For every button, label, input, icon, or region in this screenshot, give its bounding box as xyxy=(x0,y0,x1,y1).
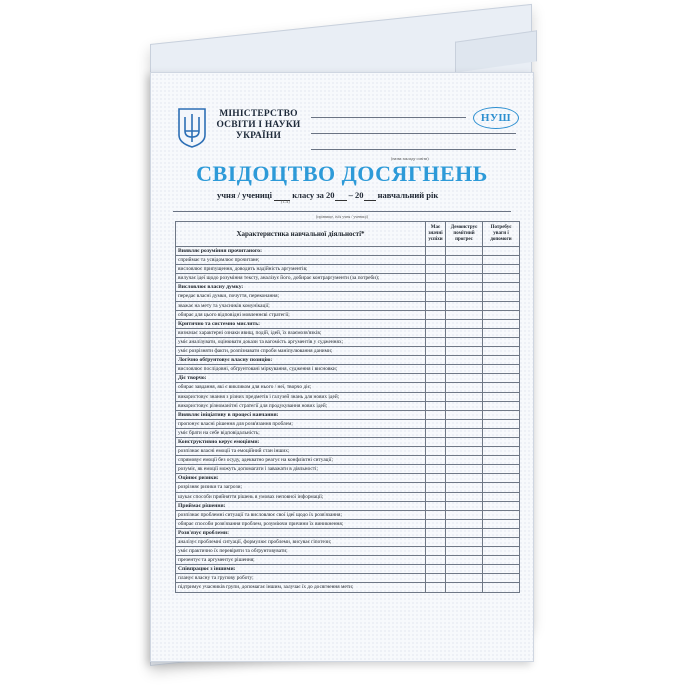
mark-needs-help-cell[interactable] xyxy=(483,437,520,446)
table-row xyxy=(176,337,520,346)
school-line-3 xyxy=(311,149,516,150)
mark-notable-progress-cell[interactable] xyxy=(446,356,483,365)
ministry-line-3: УКРАЇНИ xyxy=(235,131,282,141)
header-significant-success: Має значні успіхи xyxy=(426,222,446,247)
table-row xyxy=(176,383,520,392)
year-end-blank xyxy=(364,190,376,201)
mark-significant-success-cell[interactable] xyxy=(426,401,446,410)
table-section-row xyxy=(176,474,520,483)
criterion-text: обирає завдання, які є викликом для нього / неї, творчо діє; xyxy=(176,383,426,392)
mark-needs-help-cell[interactable] xyxy=(483,265,520,274)
mark-significant-success-cell[interactable] xyxy=(426,501,446,510)
criterion-text: розпізнає власні емоції та емоційний стан інших; xyxy=(176,447,426,456)
mark-notable-progress-cell[interactable] xyxy=(446,538,483,547)
school-line-2 xyxy=(311,133,516,134)
mark-notable-progress-cell[interactable] xyxy=(446,447,483,456)
table-section-row xyxy=(176,356,520,365)
school-year-label: навчальний рік xyxy=(377,190,439,200)
section-heading: Діє творчо: xyxy=(176,374,426,383)
criterion-text: презентує та аргументує рішення; xyxy=(176,556,426,565)
table-row xyxy=(176,265,520,274)
mark-needs-help-cell[interactable] xyxy=(483,283,520,292)
mark-significant-success-cell[interactable] xyxy=(426,474,446,483)
criterion-text: визначає характерні ознаки явищ, подій, ідей, їх взаємозв'язків; xyxy=(176,328,426,337)
mark-notable-progress-cell[interactable] xyxy=(446,401,483,410)
table-section-row xyxy=(176,283,520,292)
mark-notable-progress-cell[interactable] xyxy=(446,283,483,292)
mark-significant-success-cell[interactable] xyxy=(426,256,446,265)
table-section-row xyxy=(176,565,520,574)
table-header-row xyxy=(176,222,520,247)
mark-needs-help-cell[interactable] xyxy=(483,247,520,256)
table-row xyxy=(176,310,520,319)
table-row xyxy=(176,274,520,283)
mark-notable-progress-cell[interactable] xyxy=(446,547,483,556)
table-row xyxy=(176,574,520,583)
table-row xyxy=(176,465,520,474)
grade-caption: (1–4) xyxy=(281,199,290,204)
section-heading: Критично та системно мислить: xyxy=(176,319,426,328)
criterion-text: уміє практично їх перевіряти та обґрунтовувати; xyxy=(176,547,426,556)
school-caption: (назва закладу освіти) xyxy=(391,156,429,161)
criterion-text: підтримує учасників групи, допомагає іншим, залучає їх до досягнення мети; xyxy=(176,583,426,592)
mark-significant-success-cell[interactable] xyxy=(426,519,446,528)
header-notable-progress: Демонструє помітний прогрес xyxy=(446,222,483,247)
mark-notable-progress-cell[interactable] xyxy=(446,456,483,465)
section-heading: Логічно обґрунтовує власну позицію: xyxy=(176,356,426,365)
mark-significant-success-cell[interactable] xyxy=(426,565,446,574)
mark-notable-progress-cell[interactable] xyxy=(446,410,483,419)
mark-significant-success-cell[interactable] xyxy=(426,392,446,401)
header-needs-help: Потребує уваги і допомоги xyxy=(483,222,520,247)
criterion-text: висловлює послідовні, обґрунтовані міркування, судження і висновки; xyxy=(176,365,426,374)
mark-needs-help-cell[interactable] xyxy=(483,447,520,456)
section-heading: Розв'язує проблеми: xyxy=(176,528,426,537)
criterion-text: уміє розрізняти факти, розпізнавати спроби маніпулювання даними; xyxy=(176,347,426,356)
mark-needs-help-cell[interactable] xyxy=(483,583,520,592)
mark-notable-progress-cell[interactable] xyxy=(446,274,483,283)
mark-needs-help-cell[interactable] xyxy=(483,574,520,583)
mark-significant-success-cell[interactable] xyxy=(426,265,446,274)
mark-significant-success-cell[interactable] xyxy=(426,547,446,556)
criterion-text: пропонує власні рішення для розв'язання проблем; xyxy=(176,419,426,428)
mark-needs-help-cell[interactable] xyxy=(483,556,520,565)
mark-needs-help-cell[interactable] xyxy=(483,565,520,574)
mark-notable-progress-cell[interactable] xyxy=(446,301,483,310)
section-heading: Виявляє розуміння прочитаного: xyxy=(176,247,426,256)
mark-significant-success-cell[interactable] xyxy=(426,419,446,428)
table-row xyxy=(176,519,520,528)
mark-needs-help-cell[interactable] xyxy=(483,292,520,301)
mark-significant-success-cell[interactable] xyxy=(426,356,446,365)
mark-needs-help-cell[interactable] xyxy=(483,337,520,346)
mark-notable-progress-cell[interactable] xyxy=(446,565,483,574)
mark-significant-success-cell[interactable] xyxy=(426,319,446,328)
table-row xyxy=(176,401,520,410)
mark-needs-help-cell[interactable] xyxy=(483,392,520,401)
mark-needs-help-cell[interactable] xyxy=(483,356,520,365)
criterion-text: зважає на мету та учасників комунікації; xyxy=(176,301,426,310)
mark-notable-progress-cell[interactable] xyxy=(446,265,483,274)
mark-significant-success-cell[interactable] xyxy=(426,528,446,537)
mark-needs-help-cell[interactable] xyxy=(483,492,520,501)
mark-needs-help-cell[interactable] xyxy=(483,465,520,474)
pupil-label: учня / учениці xyxy=(217,190,273,200)
mark-significant-success-cell[interactable] xyxy=(426,310,446,319)
ministry-line-1: МІНІСТЕРСТВО xyxy=(219,109,298,119)
mark-needs-help-cell[interactable] xyxy=(483,474,520,483)
mark-notable-progress-cell[interactable] xyxy=(446,528,483,537)
mark-notable-progress-cell[interactable] xyxy=(446,383,483,392)
mark-significant-success-cell[interactable] xyxy=(426,328,446,337)
mark-significant-success-cell[interactable] xyxy=(426,583,446,592)
table-row xyxy=(176,419,520,428)
criterion-text: розпізнає проблемні ситуації та висловлює свої ідеї щодо їх розв'язання; xyxy=(176,510,426,519)
criterion-text: сприймає та усвідомлює прочитане; xyxy=(176,256,426,265)
criterion-text: аналізує проблемні ситуації, формулює проблеми, висуває гіпотези; xyxy=(176,538,426,547)
grade-label: класу за 20 xyxy=(292,190,335,200)
mark-significant-success-cell[interactable] xyxy=(426,456,446,465)
mark-notable-progress-cell[interactable] xyxy=(446,519,483,528)
table-row xyxy=(176,456,520,465)
table-row xyxy=(176,256,520,265)
criterion-text: використовує знання з різних предметів і галузей знань для нових ідей; xyxy=(176,392,426,401)
mark-notable-progress-cell[interactable] xyxy=(446,465,483,474)
mark-significant-success-cell[interactable] xyxy=(426,428,446,437)
table-section-row xyxy=(176,319,520,328)
criterion-text: обирає для цього відповідні мовленнєві стратегії; xyxy=(176,310,426,319)
mark-significant-success-cell[interactable] xyxy=(426,247,446,256)
year-start-blank xyxy=(335,190,347,201)
mark-needs-help-cell[interactable] xyxy=(483,274,520,283)
mark-significant-success-cell[interactable] xyxy=(426,274,446,283)
mark-notable-progress-cell[interactable] xyxy=(446,319,483,328)
section-heading: Конструктивно керує емоціями: xyxy=(176,437,426,446)
pupil-line xyxy=(217,190,438,201)
mark-significant-success-cell[interactable] xyxy=(426,383,446,392)
mark-needs-help-cell[interactable] xyxy=(483,383,520,392)
mark-significant-success-cell[interactable] xyxy=(426,574,446,583)
table-body xyxy=(176,247,520,593)
mark-needs-help-cell[interactable] xyxy=(483,510,520,519)
mark-notable-progress-cell[interactable] xyxy=(446,474,483,483)
mark-needs-help-cell[interactable] xyxy=(483,519,520,528)
trident-emblem-icon xyxy=(177,107,207,149)
mark-notable-progress-cell[interactable] xyxy=(446,374,483,383)
mark-needs-help-cell[interactable] xyxy=(483,547,520,556)
pupil-name-line xyxy=(173,211,511,212)
table-row xyxy=(176,492,520,501)
header-characteristic: Характеристика навчальної діяльності* xyxy=(176,222,426,247)
criterion-text: шукає способи прийняття рішень в умовах неповної інформації; xyxy=(176,492,426,501)
table-row xyxy=(176,365,520,374)
mark-notable-progress-cell[interactable] xyxy=(446,328,483,337)
mark-notable-progress-cell[interactable] xyxy=(446,365,483,374)
mark-significant-success-cell[interactable] xyxy=(426,465,446,474)
mark-significant-success-cell[interactable] xyxy=(426,374,446,383)
mark-notable-progress-cell[interactable] xyxy=(446,492,483,501)
mark-needs-help-cell[interactable] xyxy=(483,310,520,319)
document-title: СВІДОЦТВО ДОСЯГНЕНЬ xyxy=(196,161,488,186)
section-heading: Приймає рішення: xyxy=(176,501,426,510)
table-section-row xyxy=(176,247,520,256)
mark-needs-help-cell[interactable] xyxy=(483,365,520,374)
criterion-text: висловлює припущення, доводить надійність аргументів; xyxy=(176,265,426,274)
table-row xyxy=(176,447,520,456)
mark-needs-help-cell[interactable] xyxy=(483,410,520,419)
ministry-line-2: ОСВІТИ І НАУКИ xyxy=(216,120,301,130)
mark-needs-help-cell[interactable] xyxy=(483,456,520,465)
section-heading: Оцінює ризики: xyxy=(176,474,426,483)
mark-needs-help-cell[interactable] xyxy=(483,401,520,410)
mark-significant-success-cell[interactable] xyxy=(426,283,446,292)
table-row xyxy=(176,392,520,401)
mark-notable-progress-cell[interactable] xyxy=(446,574,483,583)
table-section-row xyxy=(176,437,520,446)
mark-needs-help-cell[interactable] xyxy=(483,528,520,537)
table-row xyxy=(176,547,520,556)
table-row xyxy=(176,328,520,337)
mark-needs-help-cell[interactable] xyxy=(483,301,520,310)
criterion-text: використовує різноманітні стратегії для продукування нових ідей; xyxy=(176,401,426,410)
pupil-name-caption: (прізвище, ім'я учня / учениці) xyxy=(315,214,368,219)
table-section-row xyxy=(176,374,520,383)
section-heading: Співпрацює з іншими: xyxy=(176,565,426,574)
mark-notable-progress-cell[interactable] xyxy=(446,347,483,356)
mark-significant-success-cell[interactable] xyxy=(426,556,446,565)
mark-significant-success-cell[interactable] xyxy=(426,292,446,301)
mark-needs-help-cell[interactable] xyxy=(483,538,520,547)
section-heading: Висловлює власну думку: xyxy=(176,283,426,292)
mark-significant-success-cell[interactable] xyxy=(426,510,446,519)
table-row xyxy=(176,292,520,301)
mark-significant-success-cell[interactable] xyxy=(426,301,446,310)
criterion-text: уміє аналізувати, оцінювати докази та вагомість аргументів у судженнях; xyxy=(176,337,426,346)
mark-significant-success-cell[interactable] xyxy=(426,437,446,446)
mark-needs-help-cell[interactable] xyxy=(483,256,520,265)
mark-needs-help-cell[interactable] xyxy=(483,374,520,383)
mark-notable-progress-cell[interactable] xyxy=(446,510,483,519)
table-row xyxy=(176,538,520,547)
criterion-text: вилучає ідеї щодо розуміння тексту, аналізує його, добирає контраргументи (за потреби); xyxy=(176,274,426,283)
mark-notable-progress-cell[interactable] xyxy=(446,501,483,510)
mark-notable-progress-cell[interactable] xyxy=(446,310,483,319)
table-row xyxy=(176,301,520,310)
table-row xyxy=(176,556,520,565)
mark-significant-success-cell[interactable] xyxy=(426,347,446,356)
table-section-row xyxy=(176,501,520,510)
table-section-row xyxy=(176,528,520,537)
section-heading: Виявляє ініціативу в процесі навчання: xyxy=(176,410,426,419)
mark-notable-progress-cell[interactable] xyxy=(446,392,483,401)
criterion-text: передає власні думки, почуття, переконання; xyxy=(176,292,426,301)
table-row xyxy=(176,483,520,492)
mark-needs-help-cell[interactable] xyxy=(483,428,520,437)
mark-significant-success-cell[interactable] xyxy=(426,337,446,346)
mark-notable-progress-cell[interactable] xyxy=(446,419,483,428)
mark-significant-success-cell[interactable] xyxy=(426,365,446,374)
ministry-name xyxy=(211,109,306,142)
criterion-text: уміє брати на себе відповідальність; xyxy=(176,428,426,437)
achievements-table xyxy=(175,221,520,593)
table-row xyxy=(176,510,520,519)
criterion-text: розрізняє ризики та загрози; xyxy=(176,483,426,492)
mark-notable-progress-cell[interactable] xyxy=(446,583,483,592)
mark-significant-success-cell[interactable] xyxy=(426,538,446,547)
table-section-row xyxy=(176,410,520,419)
mark-needs-help-cell[interactable] xyxy=(483,328,520,337)
table-row xyxy=(176,347,520,356)
mark-needs-help-cell[interactable] xyxy=(483,419,520,428)
table-row xyxy=(176,583,520,592)
mark-significant-success-cell[interactable] xyxy=(426,492,446,501)
mark-needs-help-cell[interactable] xyxy=(483,319,520,328)
criterion-text: розуміє, як емоції можуть допомагати і заважати в діяльності; xyxy=(176,465,426,474)
mark-notable-progress-cell[interactable] xyxy=(446,428,483,437)
mark-significant-success-cell[interactable] xyxy=(426,447,446,456)
mark-notable-progress-cell[interactable] xyxy=(446,556,483,565)
mark-notable-progress-cell[interactable] xyxy=(446,256,483,265)
mark-needs-help-cell[interactable] xyxy=(483,347,520,356)
mark-notable-progress-cell[interactable] xyxy=(446,337,483,346)
criterion-text: планує власну та групову роботу; xyxy=(176,574,426,583)
mark-notable-progress-cell[interactable] xyxy=(446,437,483,446)
mark-needs-help-cell[interactable] xyxy=(483,501,520,510)
certificate-page xyxy=(150,72,534,662)
table-row xyxy=(176,428,520,437)
mark-needs-help-cell[interactable] xyxy=(483,483,520,492)
criterion-text: обирає способи розв'язання проблем, розуміючи причини їх виникнення; xyxy=(176,519,426,528)
mark-notable-progress-cell[interactable] xyxy=(446,483,483,492)
mark-notable-progress-cell[interactable] xyxy=(446,247,483,256)
mark-notable-progress-cell[interactable] xyxy=(446,292,483,301)
criterion-text: спрямовує емоції без осуду, адекватно реагує на конфліктні ситуації; xyxy=(176,456,426,465)
year-separator: – 20 xyxy=(348,190,364,200)
nush-logo: НУШ xyxy=(473,107,519,129)
mark-significant-success-cell[interactable] xyxy=(426,483,446,492)
school-line-1 xyxy=(311,117,466,118)
mark-significant-success-cell[interactable] xyxy=(426,410,446,419)
